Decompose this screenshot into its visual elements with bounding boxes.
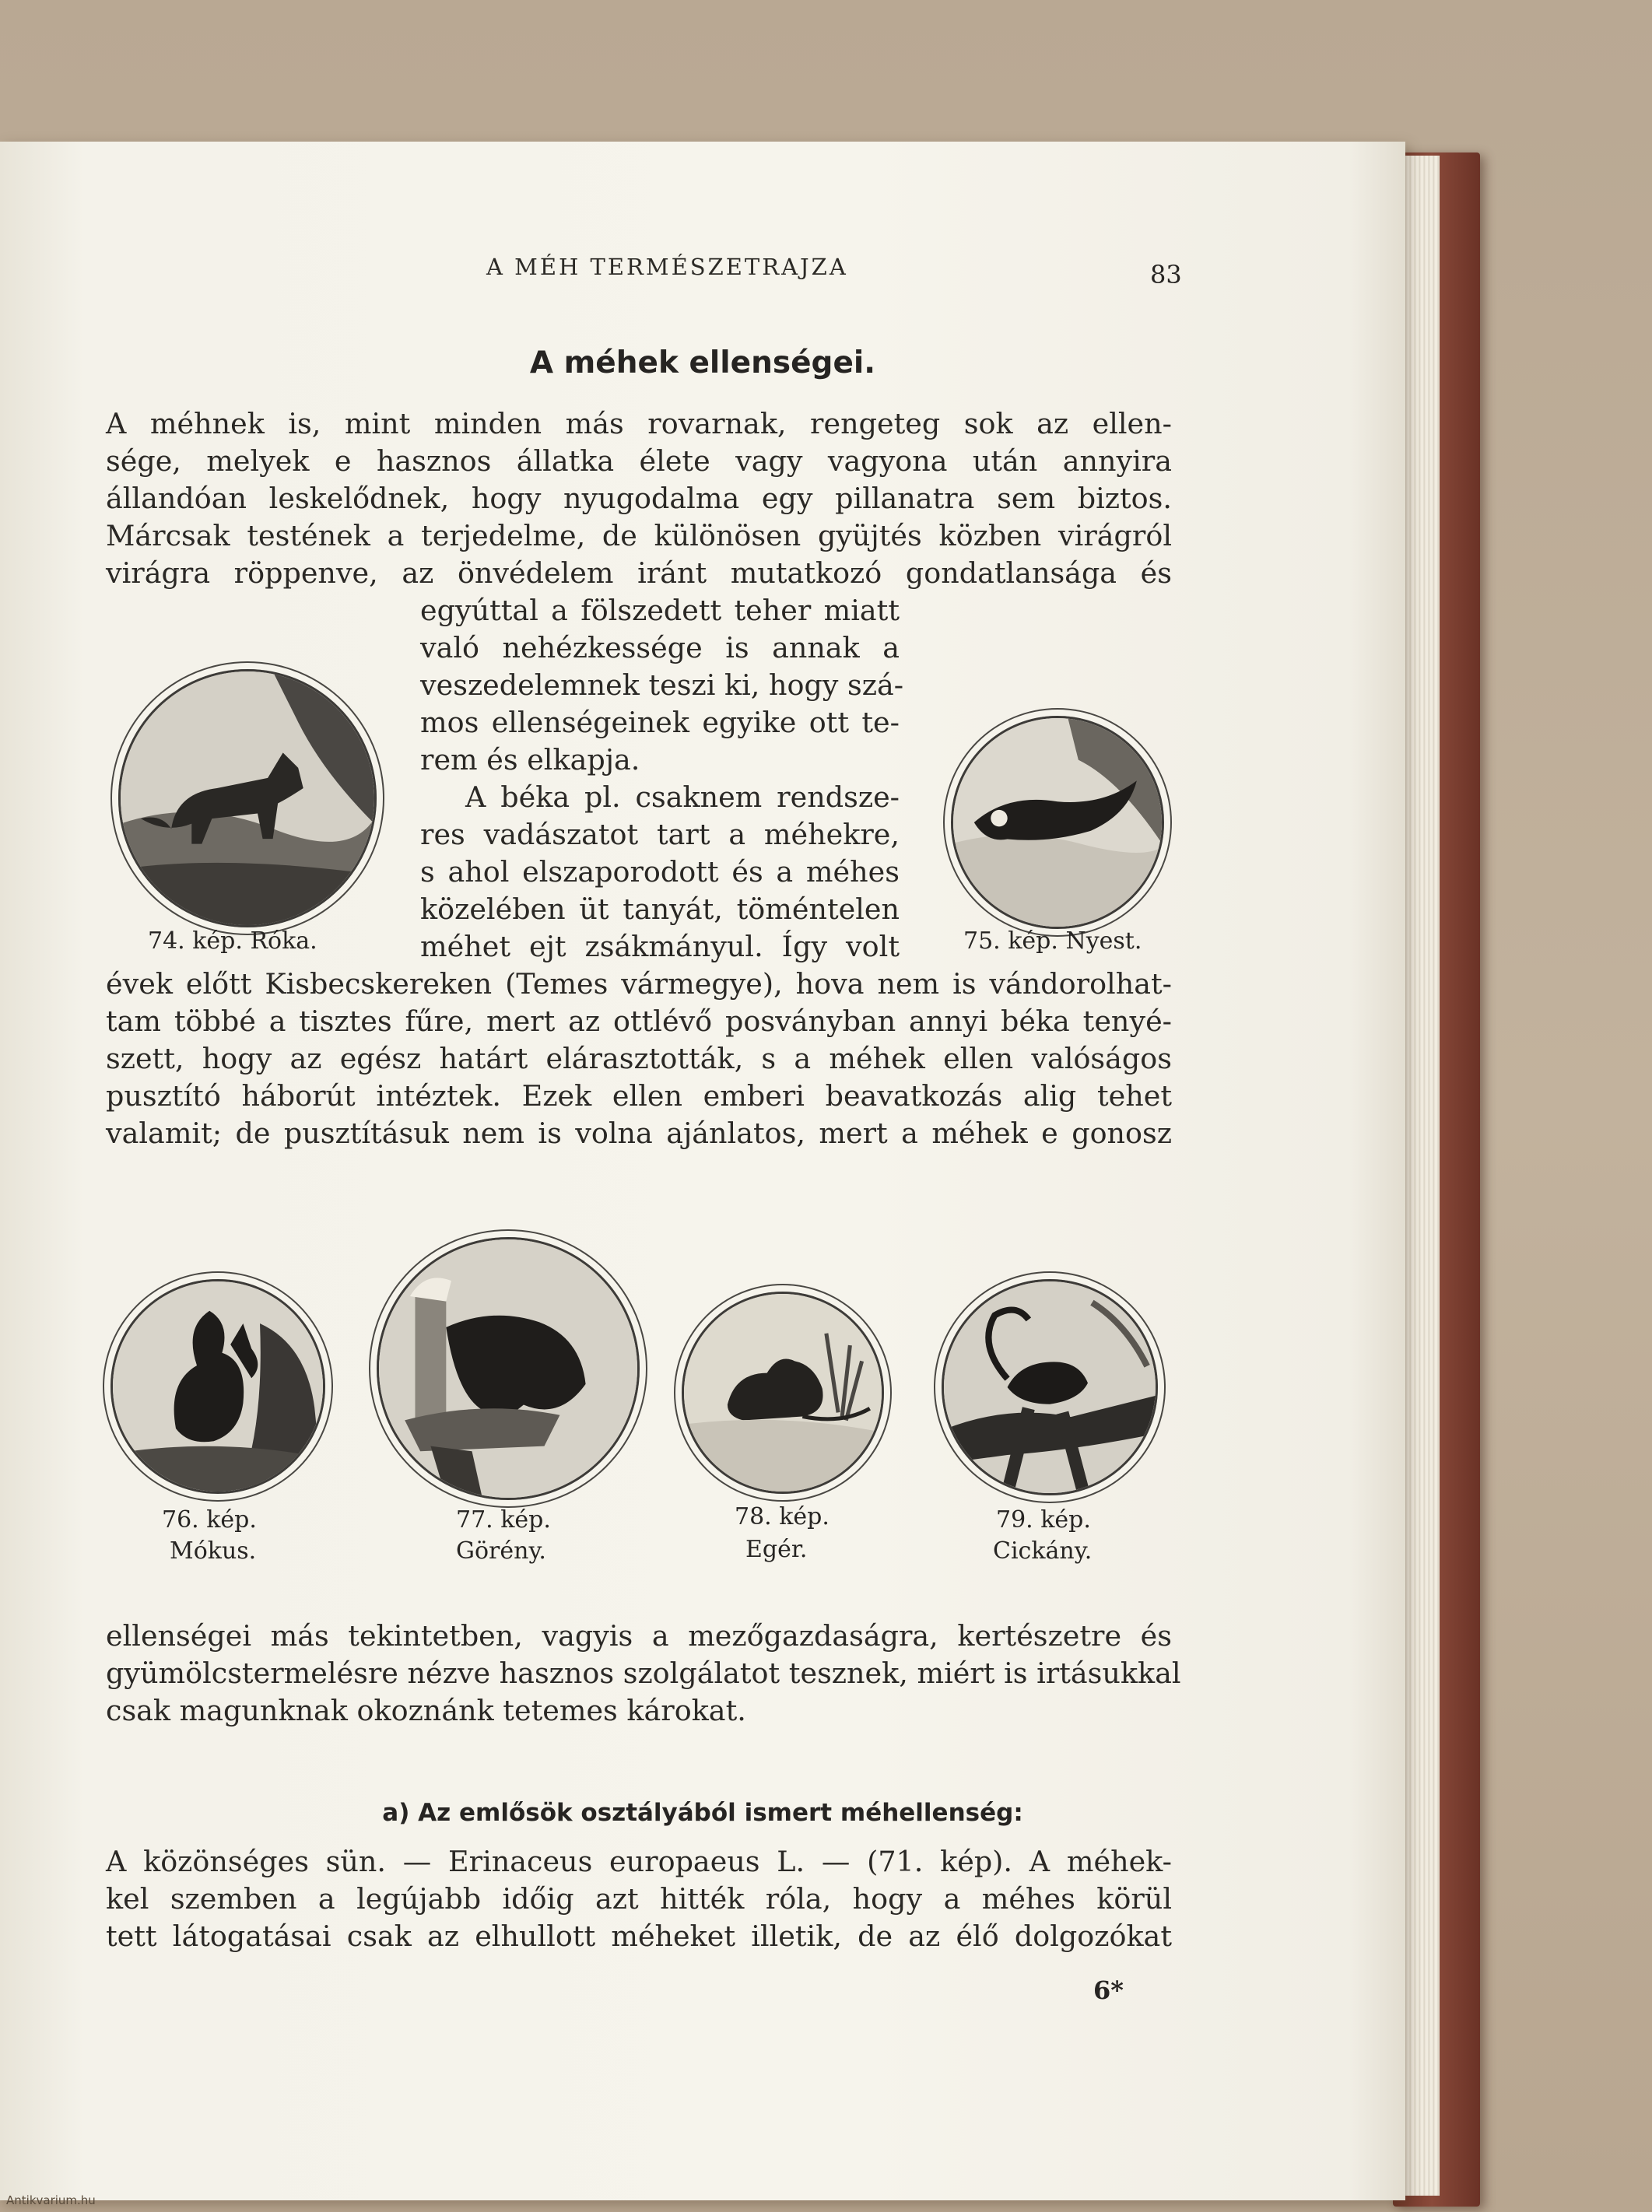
- fox-illustration: [118, 669, 377, 927]
- text-line: A közönséges sün. — Erinaceus europaeus L. — (71. kép). A méhek-: [106, 1845, 1172, 1878]
- text-line: kel szemben a legújabb időig azt hitték róla, hogy a méhes körül: [106, 1882, 1172, 1916]
- text-line: gyümölcstermelésre nézve hasznos szolgálatot tesznek, miért is irtásukkal: [106, 1656, 1181, 1690]
- shrew-illustration: [942, 1279, 1158, 1495]
- mouse-illustration: [682, 1292, 884, 1494]
- text-line: tam többé a tisztes fűre, mert az ottlévő posványban annyi béka tenyé-: [106, 1004, 1172, 1038]
- text-line: közelében üt tanyát, töméntelen: [420, 892, 900, 926]
- figure-name: Görény.: [456, 1537, 546, 1565]
- text-line: rem és elkapja.: [420, 743, 640, 776]
- text-line: ellenségei más tekintetben, vagyis a mezőgazdaságra, kertészetre és: [106, 1619, 1172, 1653]
- figure-caption: 75. kép. Nyest.: [963, 927, 1142, 955]
- watermark: Antikvarium.hu: [6, 2193, 96, 2207]
- text-line: virágra röppenve, az önvédelem iránt mutatkozó gondatlansága és: [106, 556, 1172, 590]
- text-line: A méhnek is, mint minden más rovarnak, rengeteg sok az ellen-: [106, 407, 1172, 440]
- figure-caption: 79. kép.: [996, 1506, 1091, 1534]
- text-line: veszedelemnek teszi ki, hogy szá-: [420, 668, 904, 702]
- text-line: állandóan leskelődnek, hogy nyugodalma egy pillanatra sem biztos.: [106, 482, 1172, 515]
- text-line: évek előtt Kisbecskereken (Temes vármegye), hova nem is vándorolhat-: [106, 967, 1172, 1001]
- figure-name: Cickány.: [993, 1537, 1093, 1565]
- book-page: [0, 142, 1405, 2200]
- subheading: a) Az emlősök osztályából ismert méhellenség:: [382, 1799, 1023, 1827]
- section-title: A méhek ellenségei.: [529, 345, 876, 380]
- marten-illustration: [951, 716, 1164, 929]
- signature-mark: 6*: [1093, 1975, 1124, 2005]
- text-line: pusztító háborút intéztek. Ezek ellen emberi beavatkozás alig tehet: [106, 1079, 1172, 1113]
- text-line: Márcsak testének a terjedelme, de különösen gyüjtés közben virágról: [106, 519, 1172, 552]
- figure-caption: 74. kép. Róka.: [148, 927, 317, 955]
- text-line: egyúttal a fölszedett teher miatt: [420, 594, 900, 627]
- figure-caption: 76. kép.: [162, 1506, 257, 1534]
- figure-caption: 77. kép.: [456, 1506, 551, 1534]
- squirrel-illustration: [110, 1279, 325, 1494]
- text-line: szett, hogy az egész határt elárasztották, s a méhek ellen valóságos: [106, 1042, 1172, 1075]
- text-line: tett látogatásai csak az elhullott méheket illetik, de az élő dolgozókat: [106, 1919, 1172, 1953]
- polecat-illustration: [377, 1237, 640, 1500]
- text-line: A béka pl. csaknem rendsze-: [465, 780, 900, 814]
- text-line: s ahol elszaporodott és a méhes: [420, 855, 900, 889]
- text-line: mos ellenségeinek egyike ott te-: [420, 706, 900, 739]
- text-line: sége, melyek e hasznos állatka élete vagy vagyona után annyira: [106, 444, 1172, 478]
- figure-caption: 78. kép.: [735, 1503, 830, 1530]
- text-line: méhet ejt zsákmányul. Így volt: [420, 930, 900, 963]
- figure-name: Egér.: [745, 1536, 808, 1563]
- page-number: 83: [1150, 260, 1182, 289]
- text-line: valamit; de pusztításuk nem is volna ajánlatos, mert a méhek e gonosz: [106, 1117, 1172, 1150]
- text-line: csak magunknak okoznánk tetemes károkat.: [106, 1694, 746, 1727]
- running-title: A MÉH TERMÉSZETRAJZA: [486, 254, 848, 280]
- text-line: való nehézkessége is annak a: [420, 631, 900, 664]
- text-line: res vadászatot tart a méhekre,: [420, 818, 900, 851]
- figure-name: Mókus.: [170, 1537, 257, 1565]
